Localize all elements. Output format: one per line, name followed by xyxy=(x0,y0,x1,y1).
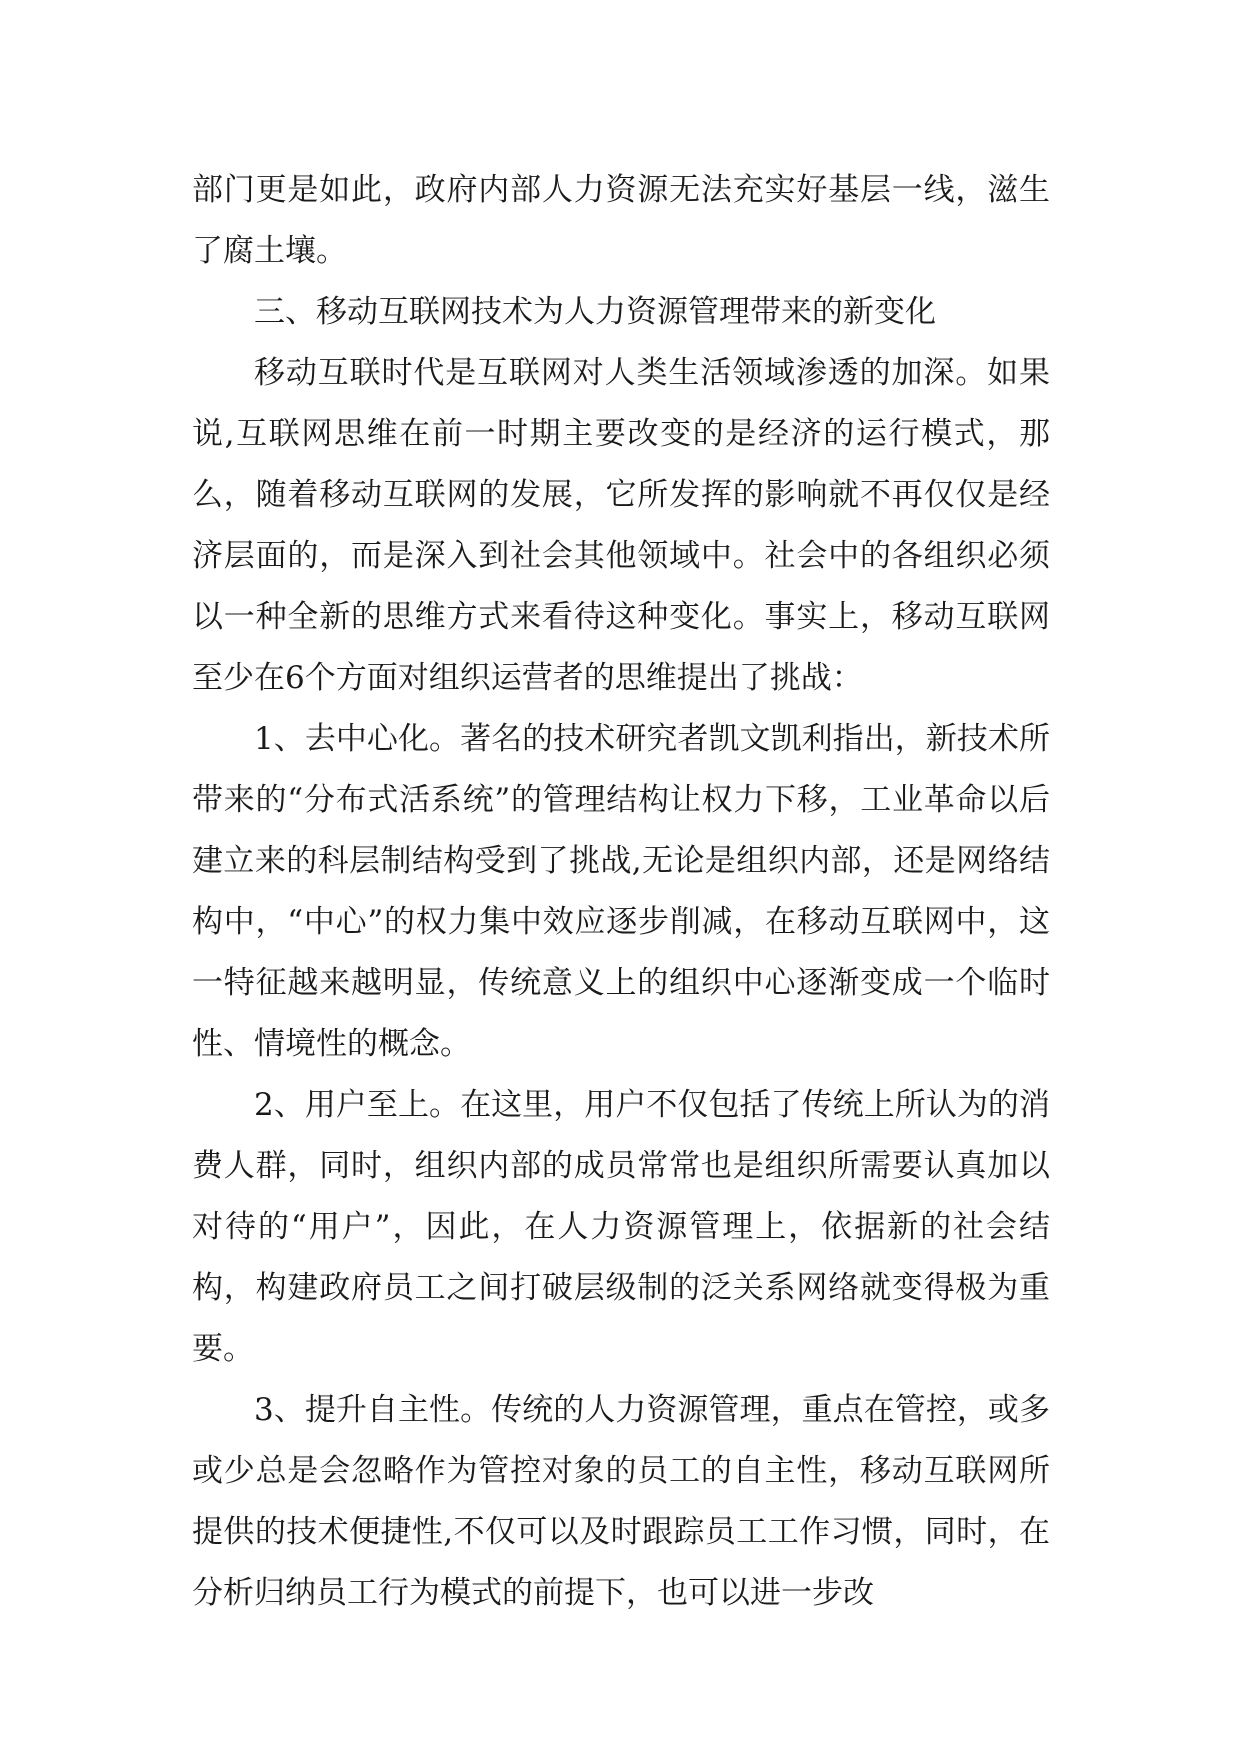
paragraph-point-1: 1、去中心化。著名的技术研究者凯文凯利指出，新技术所带来的“分布式活系统”的管理结构让权力下移，工业革命以后建立来的科层制结构受到了挑战,无论是组织内部，还是网络结构中，“中心”的权力集中效应逐步削减，在移动互联网中，这一特征越来越明显，传统意义上的组织中心逐渐变成一个临时性、情境性的概念。 xyxy=(192,721,1050,1062)
document-body xyxy=(192,160,1050,1624)
paragraph-point-2: 2、用户至上。在这里，用户不仅包括了传统上所认为的消费人群，同时，组织内部的成员常常也是组织所需要认真加以对待的“用户”，因此，在人力资源管理上，依据新的社会结构，构建政府员工之间打破层级制的泛关系网络就变得极为重要。 xyxy=(192,1087,1050,1367)
section-heading: 三、移动互联网技术为人力资源管理带来的新变化 xyxy=(254,294,936,330)
paragraph-point-3: 3、提升自主性。传统的人力资源管理，重点在管控，或多或少总是会忽略作为管控对象的员工的自主性，移动互联网所提供的技术便捷性,不仅可以及时跟踪员工工作习惯，同时，在分析归纳员工行为模式的前提下，也可以进一步改 xyxy=(192,1392,1050,1611)
paragraph-intro: 移动互联时代是互联网对人类生活领域渗透的加深。如果说,互联网思维在前一时期主要改变的是经济的运行模式，那么，随着移动互联网的发展，它所发挥的影响就不再仅仅是经济层面的，而是深入到社会其他领域中。社会中的各组织必须以一种全新的思维方式来看待这种变化。事实上，移动互联网至少在6个方面对组织运营者的思维提出了挑战： xyxy=(192,355,1050,696)
paragraph-continuation: 部门更是如此，政府内部人力资源无法充实好基层一线，滋生了腐土壤。 xyxy=(192,172,1050,269)
